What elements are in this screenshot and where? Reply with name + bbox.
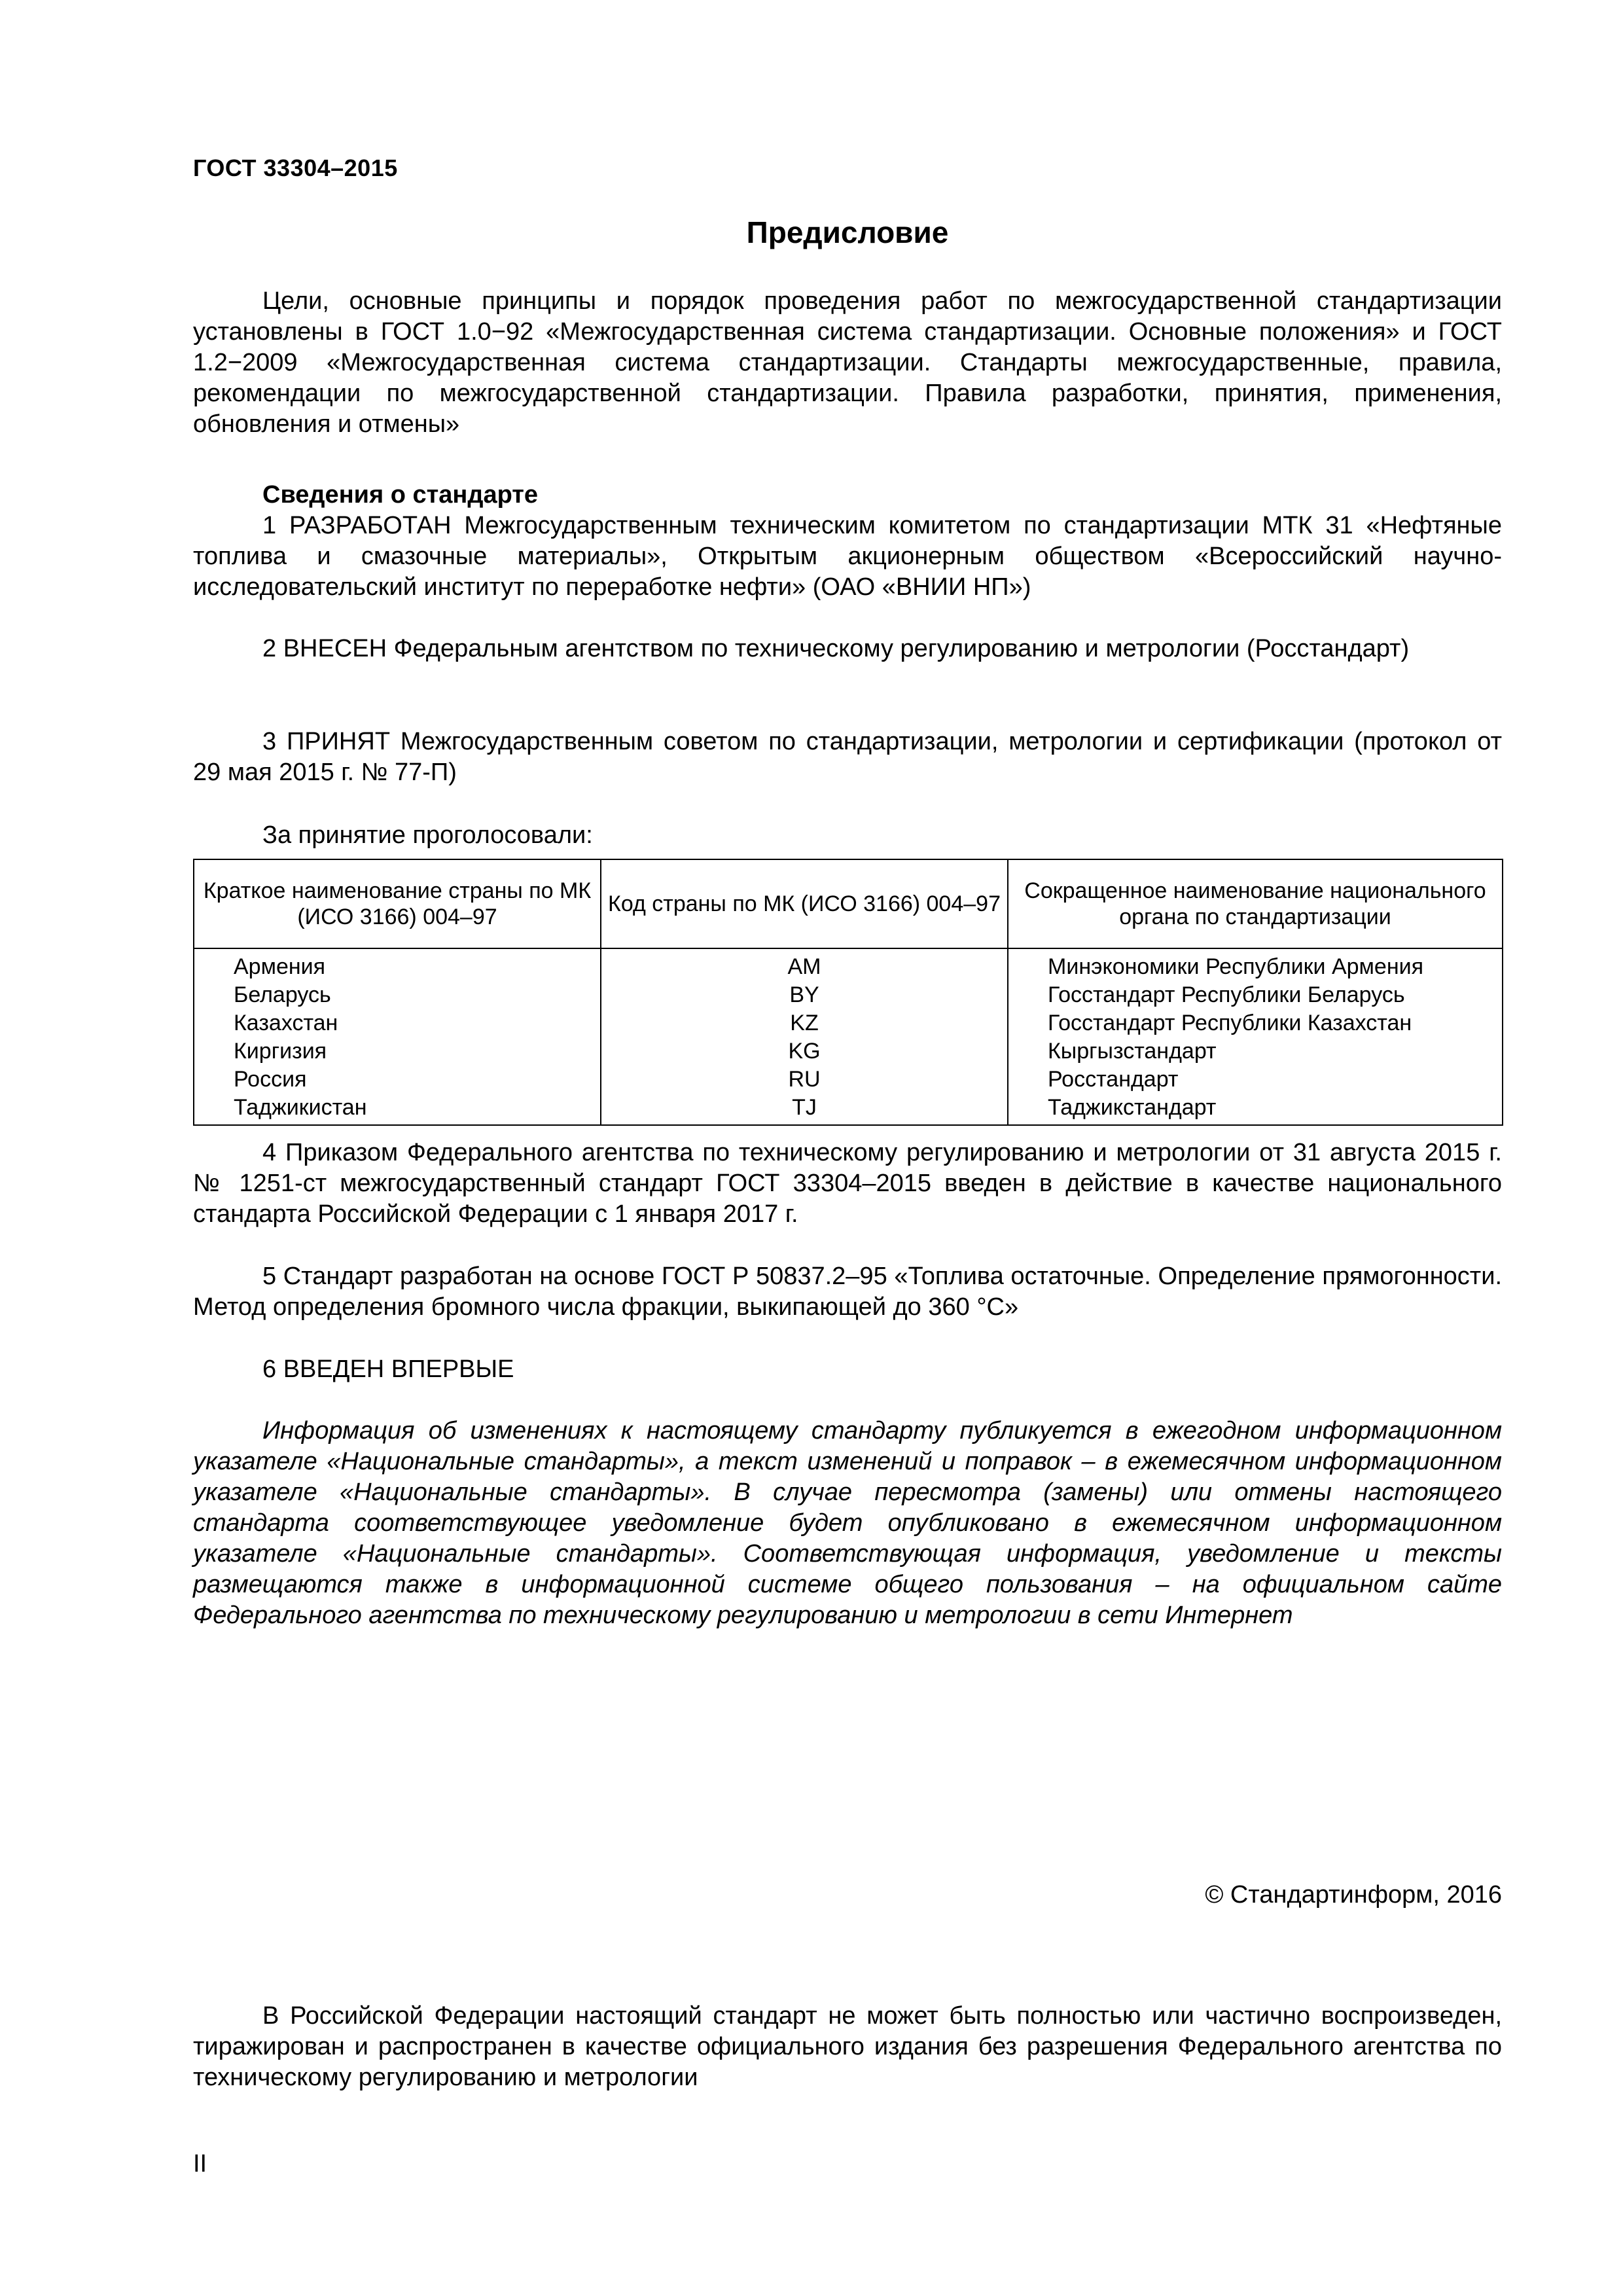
- standard-info-heading: Сведения о стандарте: [262, 481, 539, 509]
- header-national-body: Сокращенное наименование национального органа по стандартизации: [1008, 859, 1503, 948]
- header-country-name: Краткое наименование страны по МК (ИСО 3166) 004–97: [194, 859, 601, 948]
- code-cell: KZ: [601, 1009, 1008, 1037]
- code-cell: KG: [601, 1037, 1008, 1066]
- table-row: [194, 1094, 1503, 1125]
- country-cell: Беларусь: [194, 981, 601, 1009]
- vote-intro-block: [193, 820, 1502, 851]
- country-cell: Таджикистан: [194, 1094, 601, 1125]
- body-cell: Кыргызстандарт: [1008, 1037, 1503, 1066]
- header-country-code: Код страны по МК (ИСО 3166) 004–97: [601, 859, 1008, 948]
- info-item-1: 1 РАЗРАБОТАН Межгосударственным техническим комитетом по стандартизации МТК 31 «Нефтяные топлива и смазочные материалы», Открытым акционерным обществом «Всероссийский научно-исследовательский институт по переработке нефти» (ОАО «ВНИИ НП»): [193, 512, 1502, 601]
- table-row: [194, 1066, 1503, 1094]
- code-cell: RU: [601, 1066, 1008, 1094]
- intro-paragraph: Цели, основные принципы и порядок проведения работ по межгосударственной стандартизации установлены в ГОСТ 1.0−92 «Межгосударственная система стандартизации. Основные положения» и ГОСТ 1.2−2009 «Межгосударственная система стандартизации. Стандарты межгосударственные, правила, рекомендации по межгосударственной стандартизации. Правила разработки, принятия, применения, обновления и отмены»: [193, 287, 1502, 438]
- standard-code: ГОСТ 33304–2015: [193, 154, 398, 181]
- country-cell: Казахстан: [194, 1009, 601, 1037]
- intro-section: [193, 286, 1502, 440]
- code-cell: TJ: [601, 1094, 1008, 1125]
- item-6-block: [193, 1354, 1502, 1385]
- item-4-block: [193, 1138, 1502, 1230]
- table-row: [194, 1037, 1503, 1066]
- standard-info-section: [193, 480, 1502, 603]
- table-row: [194, 981, 1503, 1009]
- body-cell: Минэкономики Республики Армения: [1008, 948, 1503, 981]
- page-title: Предисловие: [746, 215, 949, 249]
- code-cell: AM: [601, 948, 1008, 981]
- item-6: 6 ВВЕДЕН ВПЕРВЫЕ: [262, 1355, 514, 1383]
- code-cell: BY: [601, 981, 1008, 1009]
- item-5-block: [193, 1261, 1502, 1323]
- country-cell: Армения: [194, 948, 601, 981]
- info-item-2: 2 ВНЕСЕН Федеральным агентством по техническому регулированию и метрологии (Росстандарт): [262, 635, 1410, 662]
- body-cell: Росстандарт: [1008, 1066, 1503, 1094]
- copyright-notice: © Стандартинформ, 2016: [1205, 1881, 1502, 1909]
- table-header-row: [194, 859, 1503, 948]
- body-cell: Таджикстандарт: [1008, 1094, 1503, 1125]
- changes-notice: Информация об изменениях к настоящему стандарту публикуется в ежегодном информационном указателе «Национальные стандарты», а текст изменений и поправок – в ежемесячном информационном указателе «Национальные стандарты». В случае пересмотра (замены) или отмены настоящего стандарта соответствующее уведомление будет опубликовано в ежемесячном информационном указателе «Национальные стандарты». Соответствующая информация, уведомление и тексты размещаются также в информационной системе общего пользования – на официальном сайте Федерального агентства по техническому регулированию и метрологии в сети Интернет: [193, 1417, 1502, 1629]
- item-5: 5 Стандарт разработан на основе ГОСТ Р 50837.2–95 «Топлива остаточные. Определение прямогонности. Метод определения бромного числа фракции, выкипающей до 360 °С»: [193, 1263, 1502, 1321]
- page-number: II: [193, 2150, 207, 2178]
- body-cell: Госстандарт Республики Беларусь: [1008, 981, 1503, 1009]
- info-item-2-block: [193, 634, 1502, 664]
- notice-block: [193, 1416, 1502, 1631]
- body-cell: Госстандарт Республики Казахстан: [1008, 1009, 1503, 1037]
- info-item-3-block: [193, 726, 1502, 788]
- item-4: 4 Приказом Федерального агентства по техническому регулированию и метрологии от 31 августа 2015 г. № 1251-ст межгосударственный стандарт ГОСТ 33304–2015 введен в действие в качестве национального стандарта Российской Федерации с 1 января 2017 г.: [193, 1139, 1502, 1228]
- info-item-3: 3 ПРИНЯТ Межгосударственным советом по стандартизации, метрологии и сертификации (протокол от 29 мая 2015 г. № 77-П): [193, 728, 1502, 786]
- country-cell: Киргизия: [194, 1037, 601, 1066]
- country-cell: Россия: [194, 1066, 601, 1094]
- table-row: [194, 1009, 1503, 1037]
- table-row: [194, 948, 1503, 981]
- reproduction-rights: В Российской Федерации настоящий стандарт не может быть полностью или частично воспроизведен, тиражирован и распространен в качестве официального издания без разрешения Федерального агентства по техническому регулированию и метрологии: [193, 2002, 1502, 2091]
- rights-block: [193, 2001, 1502, 2093]
- vote-intro: За принятие проголосовали:: [262, 821, 593, 849]
- voting-countries-table: [193, 859, 1503, 1126]
